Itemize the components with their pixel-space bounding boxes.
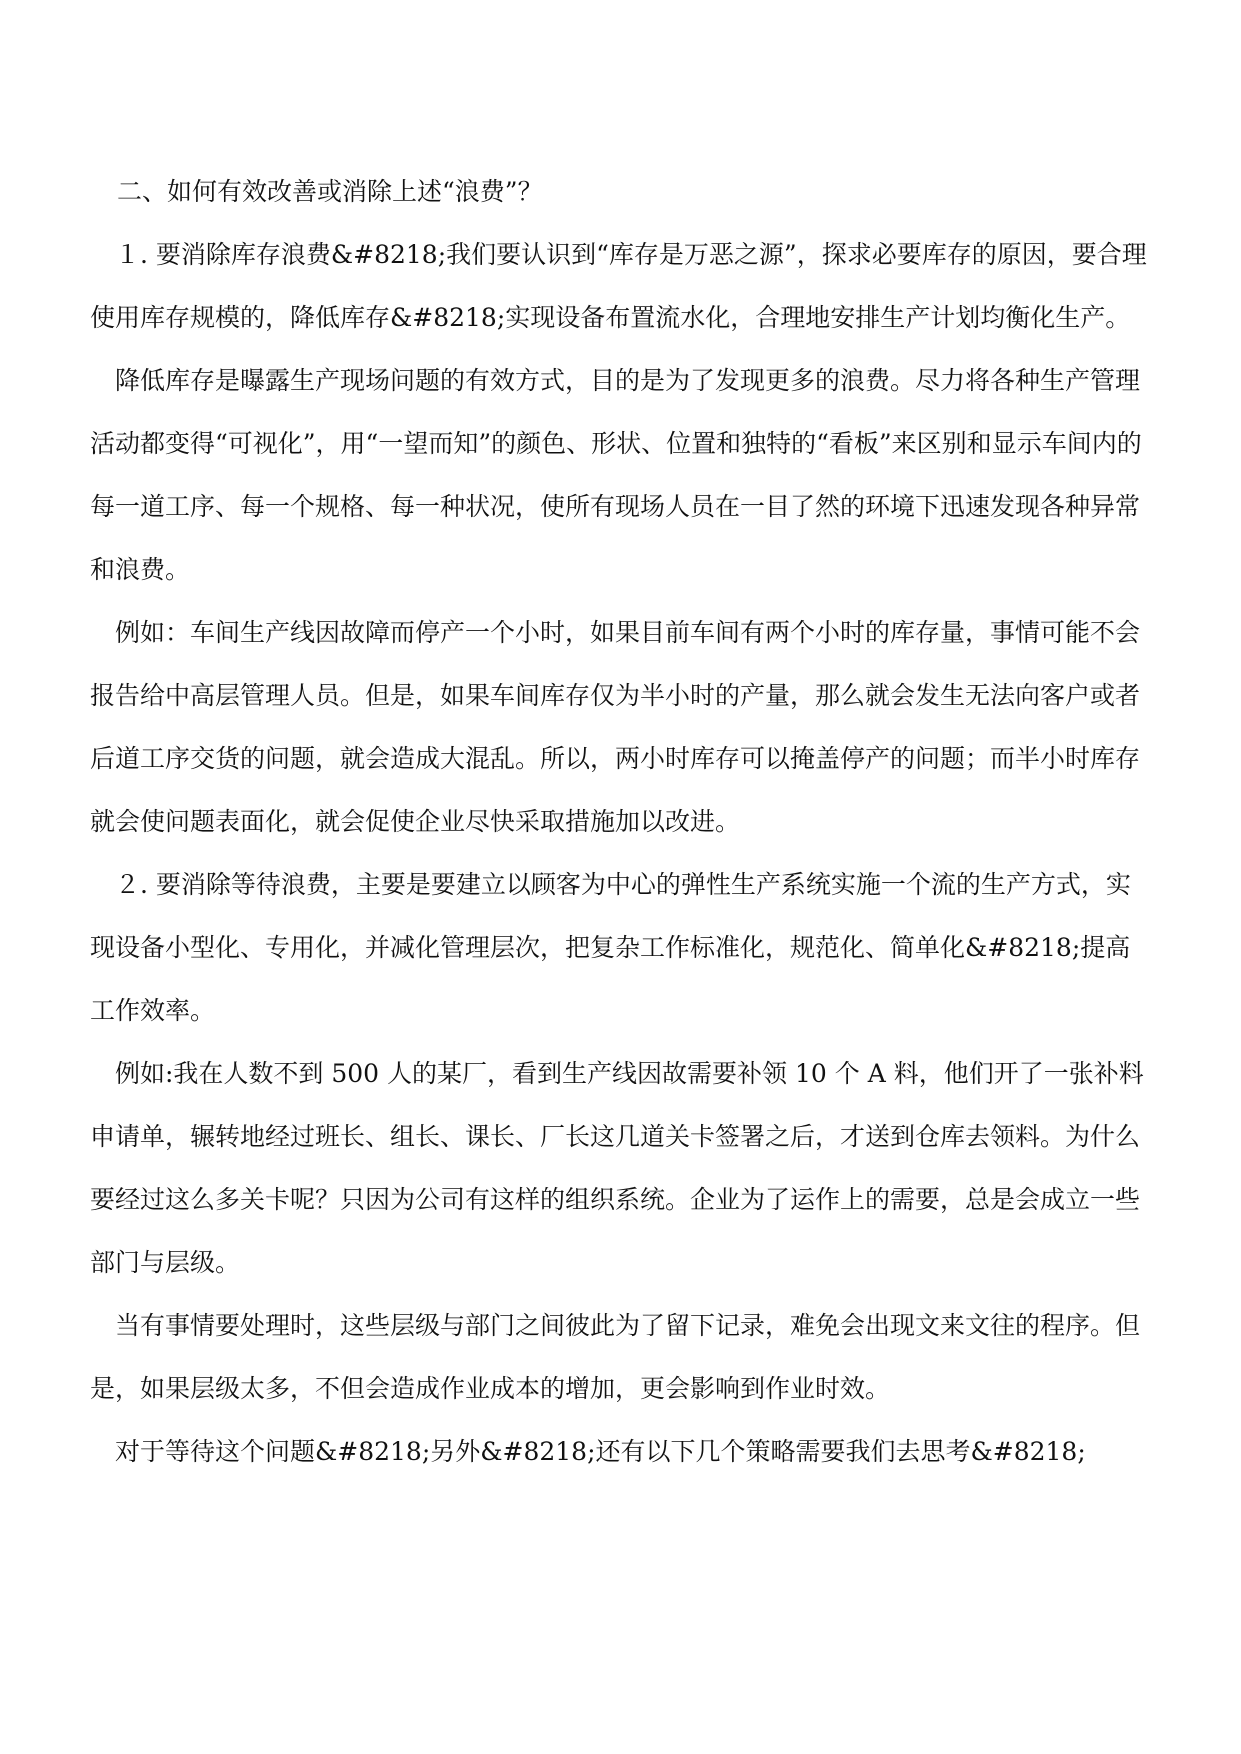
document-body	[90, 160, 1152, 1483]
paragraph-example-line-stop: 例如：车间生产线因故障而停产一个小时，如果目前车间有两个小时的库存量，事情可能不会报告给中高层管理人员。但是，如果车间库存仅为半小时的产量，那么就会发生无法向客户或者后道工序交货的问题，就会造成大混乱。所以，两小时库存可以掩盖停产的问题；而半小时库存就会使问题表面化，就会促使企业尽快采取措施加以改进。	[90, 618, 1141, 836]
paragraph-waiting-waste: ２. 要消除等待浪费，主要是要建立以顾客为中心的弹性生产系统实施一个流的生产方式，实现设备小型化、专用化，并减化管理层次，把复杂工作标准化，规范化、简单化&#8218;提高工作效率。	[90, 870, 1131, 1025]
paragraph-example-approval-chain: 例如:我在人数不到 500 人的某厂，看到生产线因故需要补领 10 个 A 料，他们开了一张补料申请单，辗转地经过班长、组长、课长、厂长这几道关卡签署之后，才送到仓库去领料。为什么要经过这么多关卡呢？只因为公司有这样的组织系统。企业为了运作上的需要，总是会成立一些部门与层级。	[90, 1059, 1144, 1277]
paragraph-inventory-waste: １. 要消除库存浪费&#8218;我们要认识到“库存是万恶之源”，探求必要库存的原因，要合理使用库存规模的，降低库存&#8218;实现设备布置流水化，合理地安排生产计划均衡化生产。	[90, 240, 1147, 332]
section-heading: 二、如何有效改善或消除上述“浪费”？	[117, 177, 543, 206]
paragraph-hierarchy-cost: 当有事情要处理时，这些层级与部门之间彼此为了留下记录，难免会出现文来文往的程序。但是，如果层级太多，不但会造成作业成本的增加，更会影响到作业时效。	[90, 1311, 1141, 1403]
paragraph-visual-management: 降低库存是曝露生产现场问题的有效方式，目的是为了发现更多的浪费。尽力将各种生产管理活动都变得“可视化”，用“一望而知”的颜色、形状、位置和独特的“看板”来区别和显示车间内的每一道工序、每一个规格、每一种状况，使所有现场人员在一目了然的环境下迅速发现各种异常和浪费。	[90, 366, 1142, 584]
paragraph-strategies-intro: 对于等待这个问题&#8218;另外&#8218;还有以下几个策略需要我们去思考&#8218;	[115, 1437, 1086, 1466]
